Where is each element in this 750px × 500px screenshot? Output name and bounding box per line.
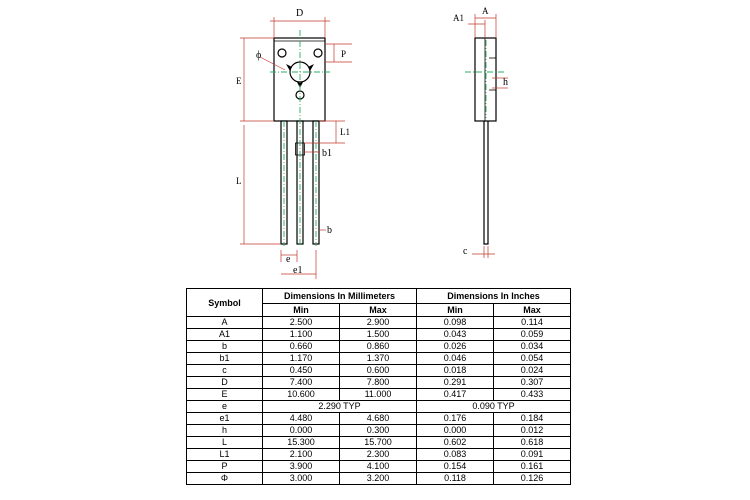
mm-max-cell: 3.200: [340, 473, 417, 485]
label-e: e: [286, 254, 291, 265]
mm-min-header: Min: [263, 304, 340, 317]
mm-min-cell: 1.100: [263, 329, 340, 341]
symbol-cell: A1: [187, 329, 263, 341]
mm-max-cell: 4.680: [340, 413, 417, 425]
mm-min-cell: 7.400: [263, 377, 340, 389]
side-lead: [484, 121, 488, 244]
symbol-cell: h: [187, 425, 263, 437]
symbol-cell: L1: [187, 449, 263, 461]
tab-hole-left: [278, 49, 286, 57]
table-row: [187, 449, 571, 461]
in-min-cell: 0.043: [417, 329, 494, 341]
in-max-cell: 0.114: [494, 317, 571, 329]
symbol-cell: e: [187, 401, 263, 413]
mm-min-cell: 1.170: [263, 353, 340, 365]
mm-max-cell: 1.500: [340, 329, 417, 341]
in-min-cell: 0.291: [417, 377, 494, 389]
in-min-cell: 0.000: [417, 425, 494, 437]
mm-min-cell: 4.480: [263, 413, 340, 425]
in-max-cell: 0.024: [494, 365, 571, 377]
symbol-cell: E: [187, 389, 263, 401]
mm-max-cell: 4.100: [340, 461, 417, 473]
mm-min-cell: 2.500: [263, 317, 340, 329]
label-A: A: [482, 6, 489, 16]
table-row: [187, 401, 571, 413]
in-header: Dimensions In Inches: [417, 289, 571, 304]
mm-min-cell: 3.900: [263, 461, 340, 473]
table-row: [187, 425, 571, 437]
table-row: [187, 353, 571, 365]
in-max-cell: 0.054: [494, 353, 571, 365]
table-row: [187, 365, 571, 377]
in-min-cell: 0.046: [417, 353, 494, 365]
mm-max-cell: 11.000: [340, 389, 417, 401]
table-row: [187, 461, 571, 473]
in-max-cell: 0.012: [494, 425, 571, 437]
mm-header: Dimensions In Millimeters: [263, 289, 417, 304]
in-max-cell: 0.618: [494, 437, 571, 449]
in-max-cell: 0.091: [494, 449, 571, 461]
side-body: [475, 38, 496, 121]
label-e1: e1: [293, 265, 303, 276]
in-max-cell: 0.161: [494, 461, 571, 473]
mm-min-cell: 15.300: [263, 437, 340, 449]
mm-typ-cell: 2.290 TYP: [263, 401, 417, 413]
symbol-cell: Φ: [187, 473, 263, 485]
label-P: P: [341, 49, 347, 59]
in-min-cell: 0.083: [417, 449, 494, 461]
label-h: h: [503, 77, 508, 88]
in-max-cell: 0.126: [494, 473, 571, 485]
table-row: [187, 437, 571, 449]
front-view: [274, 38, 325, 244]
table-row: [187, 377, 571, 389]
in-typ-cell: 0.090 TYP: [417, 401, 571, 413]
in-min-cell: 0.176: [417, 413, 494, 425]
tab-hole-right: [314, 49, 322, 57]
mm-max-cell: 0.600: [340, 365, 417, 377]
label-E: E: [236, 76, 242, 86]
in-min-cell: 0.026: [417, 341, 494, 353]
in-min-header: Min: [417, 304, 494, 317]
in-max-cell: 0.059: [494, 329, 571, 341]
label-b: b: [327, 225, 332, 236]
label-c: c: [463, 246, 468, 257]
label-A1: A1: [453, 13, 464, 23]
table-row: [187, 413, 571, 425]
symbol-cell: e1: [187, 413, 263, 425]
symbol-cell: D: [187, 377, 263, 389]
mm-min-cell: 0.660: [263, 341, 340, 353]
label-b1: b1: [322, 148, 332, 159]
side-view: [475, 38, 496, 244]
in-min-cell: 0.602: [417, 437, 494, 449]
in-min-cell: 0.417: [417, 389, 494, 401]
mm-max-cell: 2.300: [340, 449, 417, 461]
in-max-cell: 0.184: [494, 413, 571, 425]
in-min-cell: 0.118: [417, 473, 494, 485]
in-max-header: Max: [494, 304, 571, 317]
mm-max-cell: 0.300: [340, 425, 417, 437]
mm-max-cell: 2.900: [340, 317, 417, 329]
symbol-cell: P: [187, 461, 263, 473]
label-L: L: [236, 176, 242, 186]
mm-max-cell: 0.860: [340, 341, 417, 353]
dimensions-table-body: [187, 317, 571, 485]
in-min-cell: 0.018: [417, 365, 494, 377]
symbol-cell: L: [187, 437, 263, 449]
in-min-cell: 0.098: [417, 317, 494, 329]
table-row: [187, 389, 571, 401]
mm-max-header: Max: [340, 304, 417, 317]
table-row: [187, 473, 571, 485]
label-L1: L1: [340, 127, 350, 137]
in-max-cell: 0.433: [494, 389, 571, 401]
symbol-header: Symbol: [187, 289, 263, 317]
package-body: [274, 38, 325, 121]
table-row: [187, 341, 571, 353]
symbol-cell: b1: [187, 353, 263, 365]
mm-min-cell: 2.100: [263, 449, 340, 461]
mm-min-cell: 0.450: [263, 365, 340, 377]
label-D: D: [296, 8, 304, 19]
symbol-cell: c: [187, 365, 263, 377]
table-row: [187, 329, 571, 341]
symbol-cell: A: [187, 317, 263, 329]
mm-max-cell: 7.800: [340, 377, 417, 389]
labels-front: [236, 8, 350, 276]
dimensions-table: [186, 288, 571, 485]
mm-min-cell: 10.600: [263, 389, 340, 401]
mm-min-cell: 3.000: [263, 473, 340, 485]
mm-min-cell: 0.000: [263, 425, 340, 437]
mm-max-cell: 15.700: [340, 437, 417, 449]
label-phi: ϕ: [256, 50, 262, 61]
mm-max-cell: 1.370: [340, 353, 417, 365]
labels-side: [453, 6, 508, 257]
in-max-cell: 0.307: [494, 377, 571, 389]
symbol-cell: b: [187, 341, 263, 353]
table-row: [187, 317, 571, 329]
in-min-cell: 0.154: [417, 461, 494, 473]
in-max-cell: 0.034: [494, 341, 571, 353]
